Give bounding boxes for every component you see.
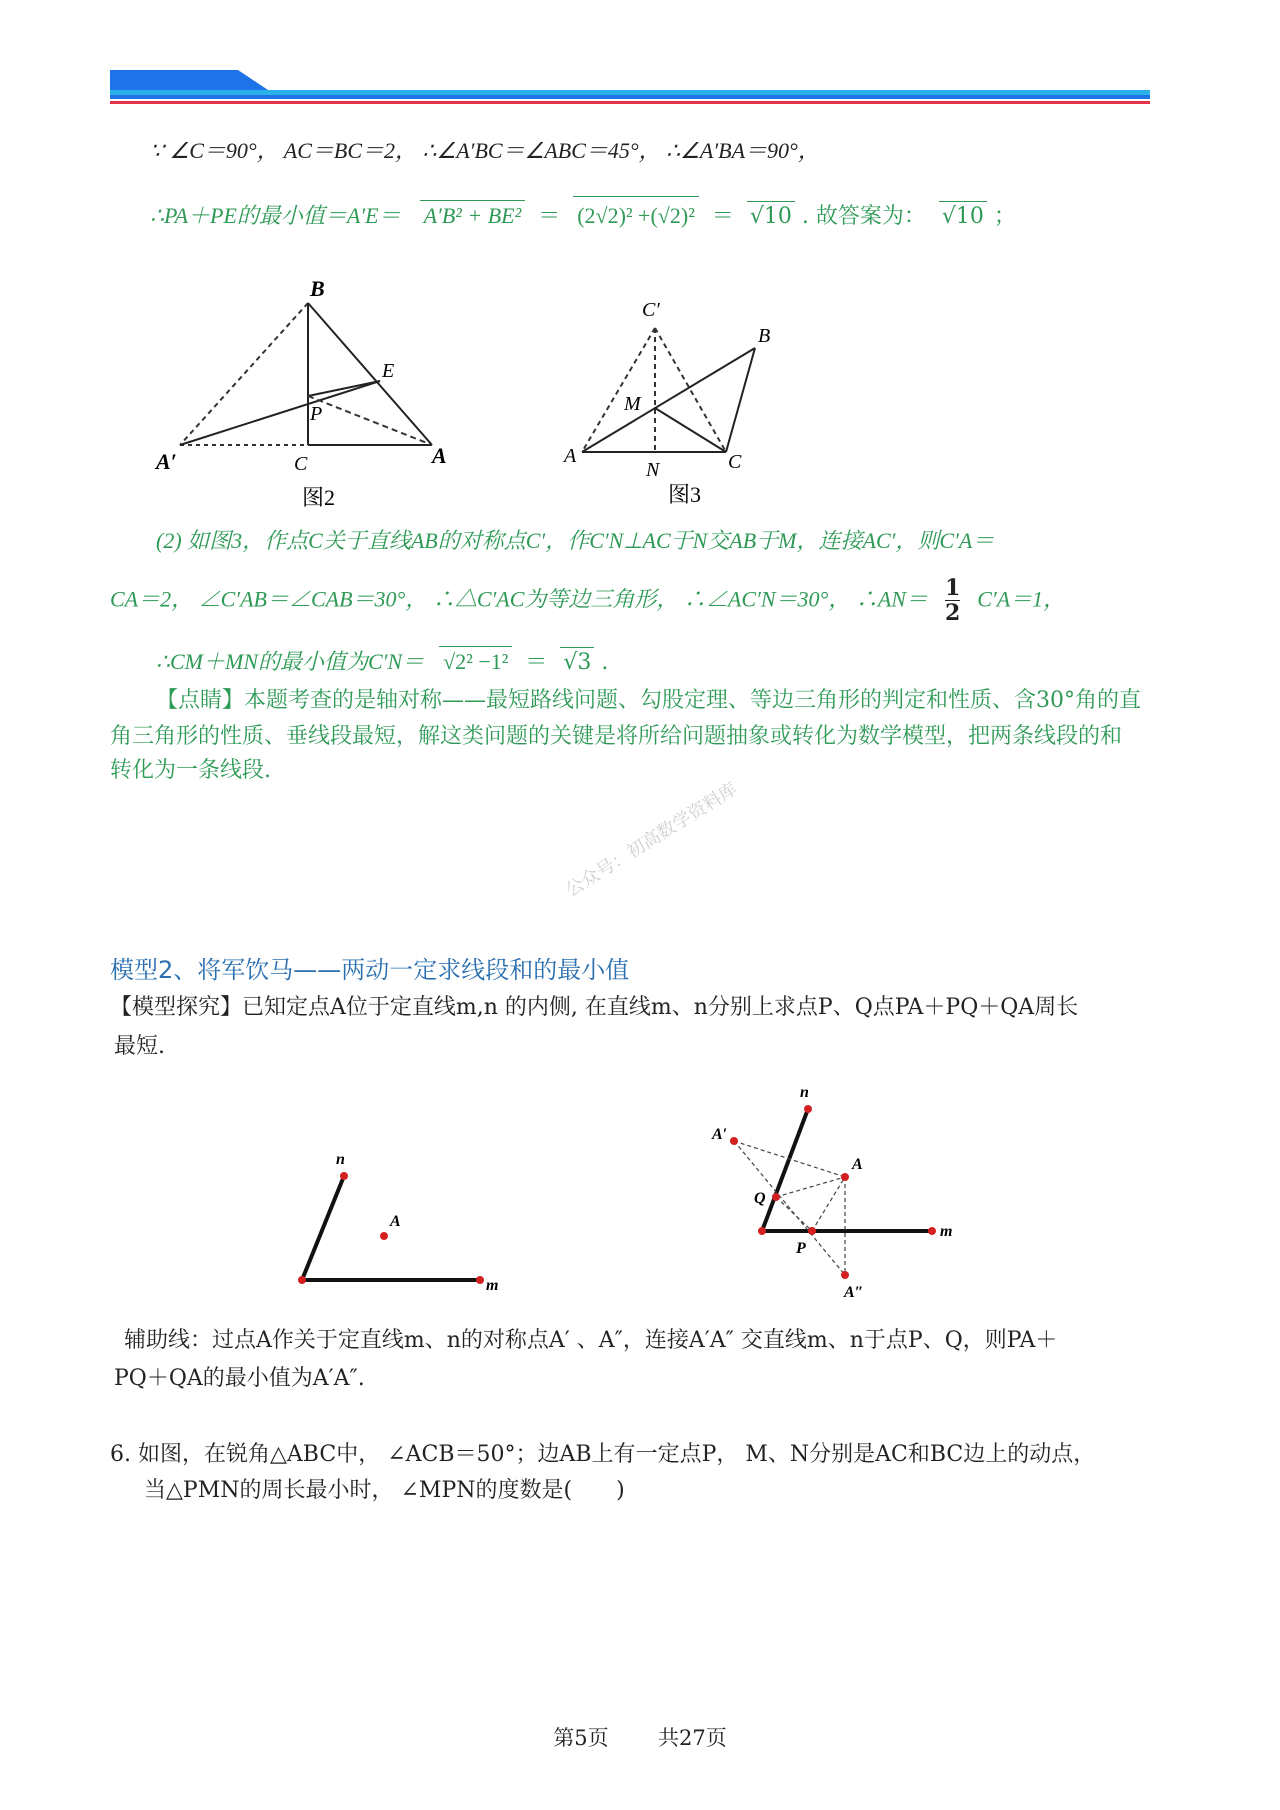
aux-line-2 [114, 1364, 365, 1394]
right-label-p: P [796, 1240, 806, 1257]
solution-line-2 [150, 196, 1016, 240]
part2-line-3-text: ∴CM＋MN的最小值为C′N＝ [156, 649, 425, 674]
part2-line-1 [156, 526, 994, 557]
fig3-label-c-prime: C′ [642, 299, 660, 321]
solution-line-1-text: ∵ ∠C＝90°， AC＝BC＝2， ∴∠A′BC＝∠ABC＝45°， ∴∠A′BA＝90°， [150, 138, 820, 163]
model-figure-right [700, 1085, 980, 1305]
right-m-dot [928, 1227, 936, 1235]
comment-line-1 [156, 686, 1141, 716]
fig2-line-pe [308, 381, 380, 396]
right-q-dot [772, 1193, 780, 1201]
header-cyan-line [110, 90, 1150, 95]
fig2-label-p: P [310, 403, 323, 425]
sqrt-4-content: 10 [955, 204, 984, 229]
solution-min-text: ∴PA＋PE的最小值＝A′E＝ [150, 203, 401, 228]
model2-explore-line-1 [110, 993, 1078, 1023]
sqrt-expression-2 [573, 196, 699, 231]
fig3-line-c-prime-a [582, 328, 655, 452]
fig3-label-b: B [758, 325, 771, 347]
model2-title [110, 955, 629, 985]
left-label-n: n [336, 1151, 345, 1168]
fig2-line-pa [308, 396, 432, 445]
aux-line-1 [124, 1326, 1057, 1356]
sqrt-6-content: 3 [577, 650, 592, 675]
part2-line-2-text: CA＝2， ∠C′AB＝∠CAB＝30°， ∴△C′AC为等边三角形， ∴∠AC′N＝30°， ∴AN＝ [110, 586, 928, 612]
part2-line-2 [110, 575, 1066, 626]
header-bar [0, 0, 1280, 120]
left-line-n [302, 1176, 344, 1280]
right-label-q: Q [754, 1190, 766, 1207]
comment-line-1-text: 【点睛】本题考查的是轴对称——最短路线问题、勾股定理、等边三角形的判定和性质、含30°角的直 [156, 688, 1141, 713]
right-p-dot [808, 1227, 816, 1235]
fig3-caption: 图3 [668, 482, 702, 507]
footer-total: 共27页 [658, 1726, 727, 1750]
fig3-label-n: N [646, 459, 660, 481]
header-red-line [110, 101, 1150, 104]
question6-line-1 [110, 1440, 1095, 1470]
header-blue-line [110, 95, 1150, 99]
fig2-caption: 图2 [302, 485, 336, 510]
figure-2 [150, 265, 490, 525]
fig2-label-b: B [310, 276, 325, 301]
period: . [601, 650, 609, 675]
equals-2: ＝ [711, 204, 734, 229]
sqrt-expression-3: √10 [747, 201, 795, 232]
fig3-label-m: M [624, 393, 641, 415]
semicolon: ； [993, 204, 1016, 229]
right-label-a-dprime: A″ [844, 1284, 864, 1301]
sqrt-expression-5: √2² −1² [439, 646, 512, 677]
right-a-dot [841, 1173, 849, 1181]
sqrt-expression-4: √10 [939, 201, 987, 232]
fig2-label-a: A [432, 443, 447, 468]
question6-line-2-text: 当△PMN的周长最小时， ∠MPN的度数是( ) [144, 1478, 625, 1503]
comment-line-2 [110, 722, 1122, 752]
footer-page: 第5页 [553, 1726, 609, 1750]
aux-line-2-text: PQ＋QA的最小值为A′A″. [114, 1366, 365, 1391]
fig2-label-a-prime: A′ [156, 449, 177, 474]
right-vertex-dot [758, 1227, 766, 1235]
fig3-label-c: C [728, 451, 742, 473]
left-n-dot [340, 1172, 348, 1180]
question6-line-2 [144, 1476, 625, 1506]
sqrt-expression-6: √3 [560, 647, 594, 678]
sqrt-3-content: 10 [763, 204, 792, 229]
fraction-numerator: 1 [944, 575, 961, 601]
left-a-dot [380, 1232, 388, 1240]
figure-3 [560, 290, 800, 520]
comment-line-2-text: 角三角形的性质、垂线段最短，解这类问题的关键是将所给问题抽象或转化为数学模型，把两条线段的和 [110, 724, 1123, 749]
model2-explore-line-1-text: 【模型探究】已知定点A位于定直线m,n 的内侧, 在直线m、n分别上求点P、Q点PA＋PQ＋QA周长 [110, 995, 1079, 1020]
model2-explore-line-2-text: 最短. [114, 1034, 165, 1059]
sqrt-2-content: (2√2)² +(√2)² [577, 203, 695, 228]
header-blue-tab [110, 70, 268, 90]
answer-label: . 故答案为： [801, 204, 926, 229]
question6-line-1-text: 6. 如图，在锐角△ABC中， ∠ACB＝50°；边AB上有一定点P， M、N分别是AC和BC边上的动点， [110, 1442, 1096, 1467]
sqrt-5-content: 2² −1² [455, 649, 509, 674]
right-label-a-prime: A′ [712, 1126, 728, 1143]
equals-1: ＝ [538, 204, 561, 229]
fig3-line-ab [582, 348, 755, 452]
aux-line-1-text: 辅助线：过点A作关于定直线m、n的对称点A′ 、A″，连接A′A″ 交直线m、n于点P、Q，则PA＋ [124, 1328, 1058, 1353]
left-vertex-dot [298, 1276, 306, 1284]
fig3-line-c-prime-c [655, 328, 726, 452]
fig2-label-e: E [382, 360, 395, 382]
fig3-line-mc [655, 408, 726, 452]
right-label-n: n [800, 1085, 809, 1101]
solution-line-1 [150, 136, 820, 167]
left-label-a: A [390, 1213, 401, 1230]
right-line-a-prime-a [734, 1141, 845, 1177]
comment-line-3 [110, 756, 271, 786]
fraction-one-half [945, 576, 960, 625]
watermark: 公众号：初高数学资料库 [562, 778, 742, 902]
model-figure-left [280, 1140, 520, 1300]
comment-line-3-text: 转化为一条线段. [110, 758, 271, 783]
header-decoration [0, 0, 1280, 120]
equals-3: ＝ [525, 650, 548, 675]
part2-line-3 [156, 646, 608, 678]
model2-title-text: 模型2、将军饮马——两动一定求线段和的最小值 [110, 956, 630, 984]
fig2-line-ba [308, 303, 432, 445]
right-line-n [762, 1109, 808, 1231]
right-label-a: A [852, 1156, 863, 1173]
fig3-label-a: A [564, 445, 577, 467]
page-footer [0, 1722, 1280, 1752]
left-label-m: m [486, 1277, 499, 1294]
right-line-qp [776, 1197, 812, 1231]
fraction-denominator: 2 [944, 600, 961, 626]
part2-line-1-text: (2) 如图3，作点C关于直线AB的对称点C′，作C′N⊥AC于N交AB于M，连接AC′，则C′A＝ [156, 528, 995, 553]
left-m-dot [476, 1276, 484, 1284]
right-label-m: m [940, 1223, 953, 1240]
sqrt-expression-1 [420, 200, 526, 231]
part2-line-2-end: C′A＝1， [977, 586, 1066, 612]
fig2-label-c: C [294, 453, 308, 475]
right-n-dot [804, 1105, 812, 1113]
right-a-prime-dot [730, 1137, 738, 1145]
sqrt-1-content: A′B² + BE² [423, 203, 522, 228]
model2-explore-line-2 [114, 1032, 165, 1062]
right-a-dprime-dot [841, 1271, 849, 1279]
